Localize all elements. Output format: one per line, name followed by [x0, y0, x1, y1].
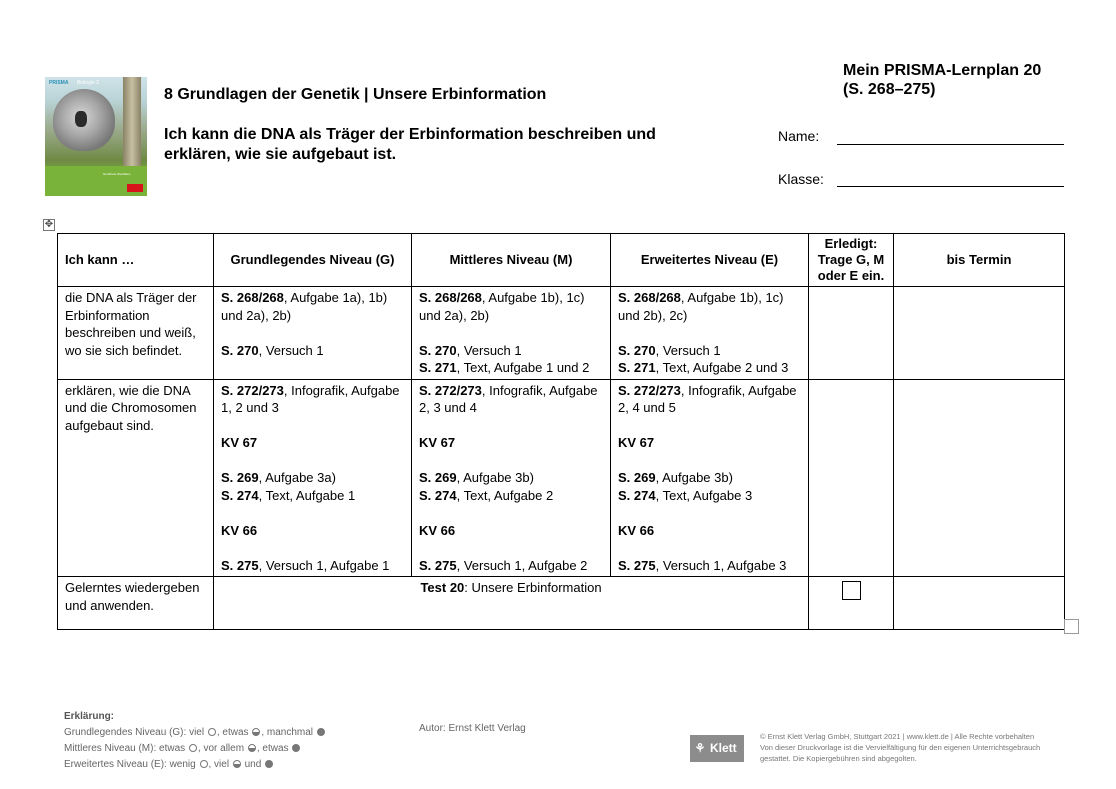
legend-line-m: Mittleres Niveau (M): etwas , vor allem , etwas: [64, 741, 326, 757]
task-line: [419, 324, 603, 342]
task-line: [419, 539, 603, 557]
table-row: [58, 379, 1065, 577]
header-done-line1: Erledigt:: [824, 236, 878, 251]
cover-klett-logo: [127, 184, 143, 192]
task-line: [618, 539, 801, 557]
task-line: [419, 504, 603, 522]
cover-subject: Biologie 2: [77, 80, 99, 86]
table-row: [58, 577, 1065, 630]
test-done-checkbox[interactable]: [842, 581, 861, 600]
row2-can: [58, 379, 214, 577]
lernplan-title-line: Mein PRISMA-Lernplan 20: [843, 62, 1042, 79]
task-line: S. 270, Versuch 1: [618, 342, 721, 358]
cover-band-text: Nordrhein-Westfalen: [103, 172, 131, 176]
task-line: [419, 452, 603, 470]
text-line: beschreiben und weiß,: [65, 325, 196, 340]
row1-level-e: [611, 287, 809, 380]
table-row: [58, 287, 1065, 380]
half-circle-icon: [252, 728, 260, 736]
header-done: [809, 234, 894, 287]
legend: [64, 709, 326, 773]
cover-series: PRISMA: [49, 80, 69, 86]
copyright-line: gestattet. Die Kopiergebühren sind abgegolten.: [760, 754, 917, 763]
class-field[interactable]: [837, 186, 1064, 187]
task-line: S. 275, Versuch 1, Aufgabe 1: [221, 557, 390, 573]
task-line: und 2a), 2b): [419, 307, 490, 323]
lernplan-title: [843, 61, 1041, 99]
task-line: S. 272/273, Infografik, Aufgabe: [221, 382, 400, 398]
klett-logo: [690, 735, 744, 762]
task-line: S. 275, Versuch 1, Aufgabe 2: [419, 557, 588, 573]
class-label: Klasse:: [778, 171, 824, 187]
row2-level-e: [611, 379, 809, 577]
lernplan-table: [57, 233, 1065, 630]
row3-can: [58, 577, 214, 630]
task-line: S. 271, Text, Aufgabe 2 und 3: [618, 360, 789, 375]
header-level-m: Mittleres Niveau (M): [412, 234, 611, 287]
text-line: aufgebaut sind.: [65, 417, 154, 433]
task-line: S. 268/268, Aufgabe 1a), 1b): [221, 290, 388, 305]
row1-done-cell[interactable]: [809, 287, 894, 380]
task-line: [221, 504, 404, 522]
task-line: und 2b), 2c): [618, 307, 688, 323]
task-line: 1, 2 und 3: [221, 400, 279, 415]
text-line: wo sie sich befindet.: [65, 342, 183, 358]
row2-level-g: [214, 379, 412, 577]
task-line: [618, 452, 801, 470]
text-line: die DNA als Träger der: [65, 290, 197, 305]
legend-line-e: Erweitertes Niveau (E): wenig , viel und: [64, 757, 326, 773]
koala-nose: [75, 111, 87, 127]
task-line: [618, 324, 801, 342]
task-line: KV 67: [618, 435, 655, 450]
task-line: KV 67: [419, 435, 456, 450]
text-line: erklären, wie die DNA: [65, 382, 191, 398]
task-line: KV 66: [618, 522, 655, 538]
copyright-line: Von dieser Druckvorlage ist die Vervielfältigung für den eigenen Unterrichtsgebrauch: [760, 743, 1041, 752]
task-line: KV 66: [419, 522, 456, 538]
author-credit: Autor: Ernst Klett Verlag: [419, 723, 526, 734]
table-resize-handle[interactable]: [1064, 619, 1079, 634]
book-cover-image: [45, 77, 147, 196]
task-line: [419, 417, 603, 435]
task-line: S. 271, Text, Aufgabe 1 und 2: [419, 360, 590, 375]
half-circle-icon: [233, 760, 241, 768]
empty-circle-icon: [208, 728, 216, 736]
header-level-e: Erweitertes Niveau (E): [611, 234, 809, 287]
task-line: S. 274, Text, Aufgabe 3: [618, 487, 753, 503]
task-line: [221, 452, 404, 470]
task-line: S. 272/273, Infografik, Aufgabe: [618, 382, 797, 398]
row2-level-m: [412, 379, 611, 577]
row3-test: [214, 577, 809, 630]
task-line: S. 268/268, Aufgabe 1b), 1c): [419, 290, 585, 305]
empty-circle-icon: [200, 760, 208, 768]
task-line: S. 274, Text, Aufgabe 1: [221, 487, 356, 503]
row1-deadline-cell[interactable]: [894, 287, 1065, 380]
klett-logo-text: Klett: [710, 741, 737, 755]
name-label: Name:: [778, 128, 820, 144]
text-line: Erbinformation: [65, 307, 150, 323]
half-circle-icon: [248, 744, 256, 752]
task-line: 2, 4 und 5: [618, 400, 676, 415]
full-circle-icon: [292, 744, 300, 752]
legend-heading: Erklärung:: [64, 711, 115, 722]
task-line: S. 268/268, Aufgabe 1b), 1c): [618, 290, 784, 305]
full-circle-icon: [265, 760, 273, 768]
task-line: [221, 539, 404, 557]
test-title: : Unsere Erbinformation: [464, 580, 602, 595]
text-line: Gelerntes wiedergeben: [65, 580, 200, 595]
task-line: [618, 417, 801, 435]
task-line: S. 270, Versuch 1: [419, 342, 522, 358]
row1-level-g: [214, 287, 412, 380]
task-line: S. 270, Versuch 1: [221, 342, 324, 358]
task-line: S. 274, Text, Aufgabe 2: [419, 487, 554, 503]
klett-leaf-icon: ⚘: [694, 741, 706, 755]
row3-deadline-cell[interactable]: [894, 577, 1065, 630]
header-level-g: Grundlegendes Niveau (G): [214, 234, 412, 287]
text-line: und die Chromosomen: [65, 400, 197, 415]
task-line: [618, 504, 801, 522]
chapter-title: 8 Grundlagen der Genetik | Unsere Erbinformation: [164, 86, 547, 103]
row2-deadline-cell[interactable]: [894, 379, 1065, 577]
header-can: Ich kann …: [58, 234, 214, 287]
task-line: S. 269, Aufgabe 3b): [419, 470, 534, 485]
copyright-line: © Ernst Klett Verlag GmbH, Stuttgart 2021 | www.klett.de | Alle Rechte vorbehalten: [760, 732, 1035, 741]
row3-done-cell: [809, 577, 894, 630]
table-move-handle-icon[interactable]: ✥: [44, 219, 54, 230]
full-circle-icon: [317, 728, 325, 736]
task-line: und 2a), 2b): [221, 307, 292, 323]
task-line: [221, 324, 404, 342]
table-header-row: [58, 234, 1065, 287]
task-line: S. 275, Versuch 1, Aufgabe 3: [618, 557, 787, 573]
header-deadline: bis Termin: [894, 234, 1065, 287]
task-line: 2, 3 und 4: [419, 400, 477, 415]
test-label: Test 20: [420, 580, 465, 595]
task-line: S. 272/273, Infografik, Aufgabe: [419, 382, 598, 398]
copyright-notice: [760, 731, 1080, 764]
row1-level-m: [412, 287, 611, 380]
text-line: und anwenden.: [65, 597, 154, 613]
task-line: KV 66: [221, 522, 258, 538]
empty-circle-icon: [189, 744, 197, 752]
learning-goal: Ich kann die DNA als Träger der Erbinformation beschreiben und erklären, wie sie aufgebaut ist.: [164, 126, 656, 163]
task-line: S. 269, Aufgabe 3a): [221, 470, 336, 485]
row1-can: [58, 287, 214, 380]
header-done-line3: oder E ein.: [817, 268, 885, 283]
task-line: S. 269, Aufgabe 3b): [618, 470, 733, 485]
task-line: [221, 417, 404, 435]
name-field[interactable]: [837, 144, 1064, 145]
header-done-line2: Trage G, M: [817, 252, 885, 267]
legend-line-g: Grundlegendes Niveau (G): viel , etwas , manchmal: [64, 725, 326, 741]
row2-done-cell[interactable]: [809, 379, 894, 577]
task-line: KV 67: [221, 435, 258, 450]
lernplan-pages: (S. 268–275): [843, 81, 936, 98]
